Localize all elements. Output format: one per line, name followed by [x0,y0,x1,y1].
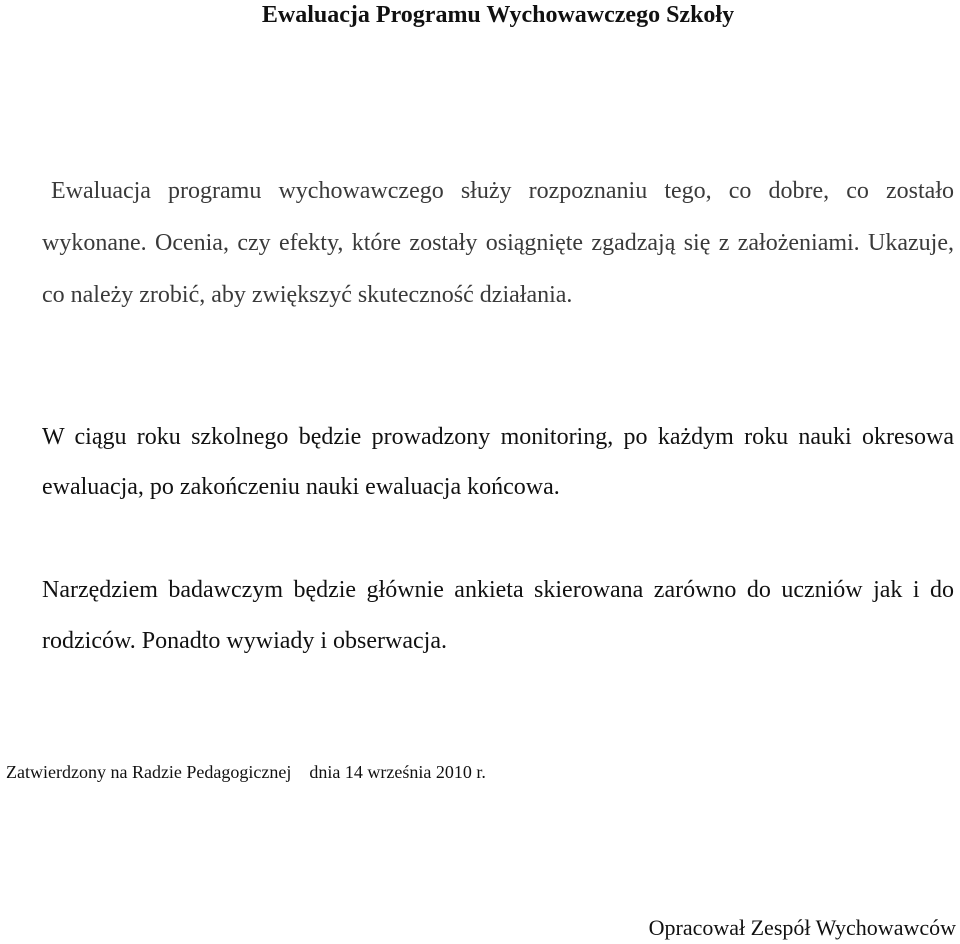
prepared-by-signature: Opracował Zespół Wychowawców [648,915,956,940]
paragraph-purpose: Ewaluacja programu wychowawczego służy rozpoznaniu tego, co dobre, co zostało wykonane. Ocenia, czy efekty, które zostały osiągnięte zgadzają się z założeniami. Ukazuje, co należy zrobić, aby zwiększyć skuteczność działania. [42,178,954,308]
paragraph-research-tools: Narzędziem badawczym będzie głównie ankieta skierowana zarówno do uczniów jak i do rodziców. Ponadto wywiady i obserwacja. [42,577,954,654]
approval-note: Zatwierdzony na Radzie Pedagogicznej dnia 14 września 2010 r. [6,762,486,782]
paragraph-monitoring: W ciągu roku szkolnego będzie prowadzony monitoring, po każdym roku nauki okresowa ewaluacja, po zakończeniu nauki ewaluacja końcowa. [42,424,954,500]
document-title: Ewaluacja Programu Wychowawczego Szkoły [261,2,735,28]
